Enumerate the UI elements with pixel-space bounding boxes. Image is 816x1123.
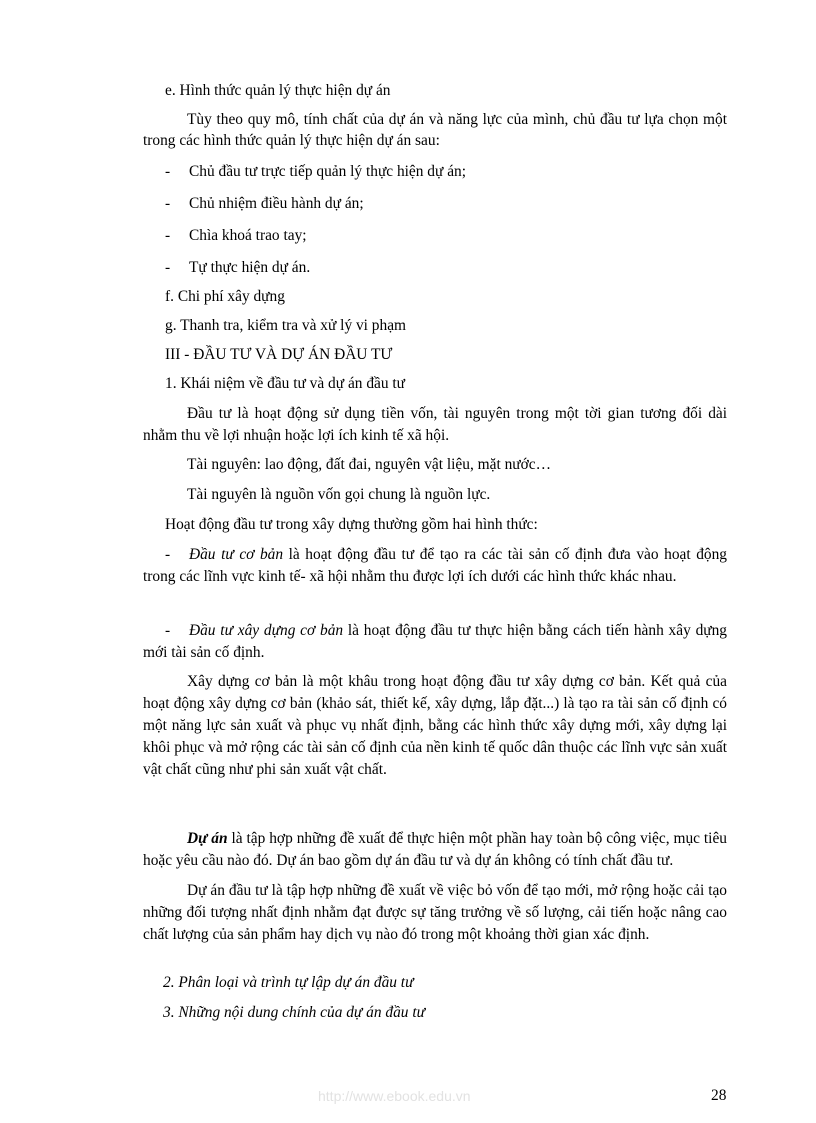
investment-forms-intro: Hoạt động đầu tư trong xây dựng thường gồm hai hình thức: — [165, 516, 538, 533]
term: Đầu tư cơ bản — [189, 546, 284, 563]
resources-paragraph-2: Tài nguyên là nguồn vốn gọi chung là nguồn lực. — [187, 486, 491, 503]
item-e-heading: e. Hình thức quản lý thực hiện dự án — [165, 82, 391, 99]
form-list-item: - Chủ nhiệm điều hành dự án; — [165, 195, 364, 212]
page-number: 28 — [711, 1087, 727, 1104]
project-definition: Dự án là tập hợp những đề xuất để thực hiện một phần hay toàn bộ công việc, mục tiêu hoặc yêu cầu nào đó. Dự án bao gồm dự án đầu tư và dự án không có tính chất đầu tư. — [143, 830, 727, 869]
form-list-item: - Chìa khoá trao tay; — [165, 227, 307, 244]
section-heading: III - ĐẦU TƯ VÀ DỰ ÁN ĐẦU TƯ — [165, 346, 393, 363]
item-f-heading: f. Chi phí xây dựng — [165, 288, 285, 305]
resources-paragraph: Tài nguyên: lao động, đất đai, nguyên vật liệu, mặt nước… — [187, 456, 551, 473]
investment-project-paragraph: Dự án đầu tư là tập hợp những đề xuất về việc bỏ vốn để tạo mới, mở rộng hoặc cải tạo những đối tượng nhất định nhằm đạt được sự tăng trưởng về số lượng, cải tiến hoặc nâng cao chất lượng của sản phẩm hay dịch vụ nào đó trong một khoảng thời gian xác định. — [143, 882, 727, 943]
definition-construction-investment: - Đầu tư xây dựng cơ bản là hoạt động đầu tư thực hiện bằng cách tiến hành xây dựng mới tài sản cố định. — [143, 622, 728, 661]
subsection-heading-3: 3. Những nội dung chính của dự án đầu tư — [163, 1004, 426, 1021]
form-list-item: - Chủ đầu tư trực tiếp quản lý thực hiện dự án; — [165, 163, 466, 180]
footer-url: http://www.ebook.edu.vn — [318, 1088, 471, 1104]
form-list-item: - Tự thực hiện dự án. — [165, 259, 311, 276]
item-g-heading: g. Thanh tra, kiểm tra và xử lý vi phạm — [165, 317, 406, 334]
subsection-heading-2: 2. Phân loại và trình tự lập dự án đầu tư — [163, 974, 414, 991]
subsection-heading-1: 1. Khái niệm về đầu tư và dự án đầu tư — [165, 375, 406, 392]
definition-basic-investment: - Đầu tư cơ bản là hoạt động đầu tư để tạo ra các tài sản cố định đưa vào hoạt động trong các lĩnh vực kinh tế- xã hội nhằm thu được lợi ích dưới các hình thức khác nhau. — [143, 546, 727, 585]
term: Dự án — [187, 830, 228, 847]
intro-paragraph: Tùy theo quy mô, tính chất của dự án và năng lực của mình, chủ đầu tư lựa chọn một trong các hình thức quản lý thực hiện dự án sau: — [143, 111, 727, 149]
construction-paragraph: Xây dựng cơ bản là một khâu trong hoạt động đầu tư xây dựng cơ bản. Kết quả của hoạt động xây dựng cơ bản (khảo sát, thiết kế, xây dựng, lắp đặt...) là tạo ra tài sản cố định có một năng lực sản xuất và phục vụ nhất định, bằng các hình thức xây dựng mới, xây dựng lại khôi phục và mở rộng các tài sản cố định của nền kinh tế quốc dân thuộc các lĩnh vực sản xuất vật chất cũng như phi sản xuất vật chất. — [143, 673, 727, 778]
term: Đầu tư xây dựng cơ bản — [189, 622, 344, 639]
investment-definition: Đầu tư là hoạt động sử dụng tiền vốn, tài nguyên trong một tời gian tương đối dài nhằm thu về lợi nhuận hoặc lợi ích kinh tế xã hội. — [143, 405, 727, 444]
